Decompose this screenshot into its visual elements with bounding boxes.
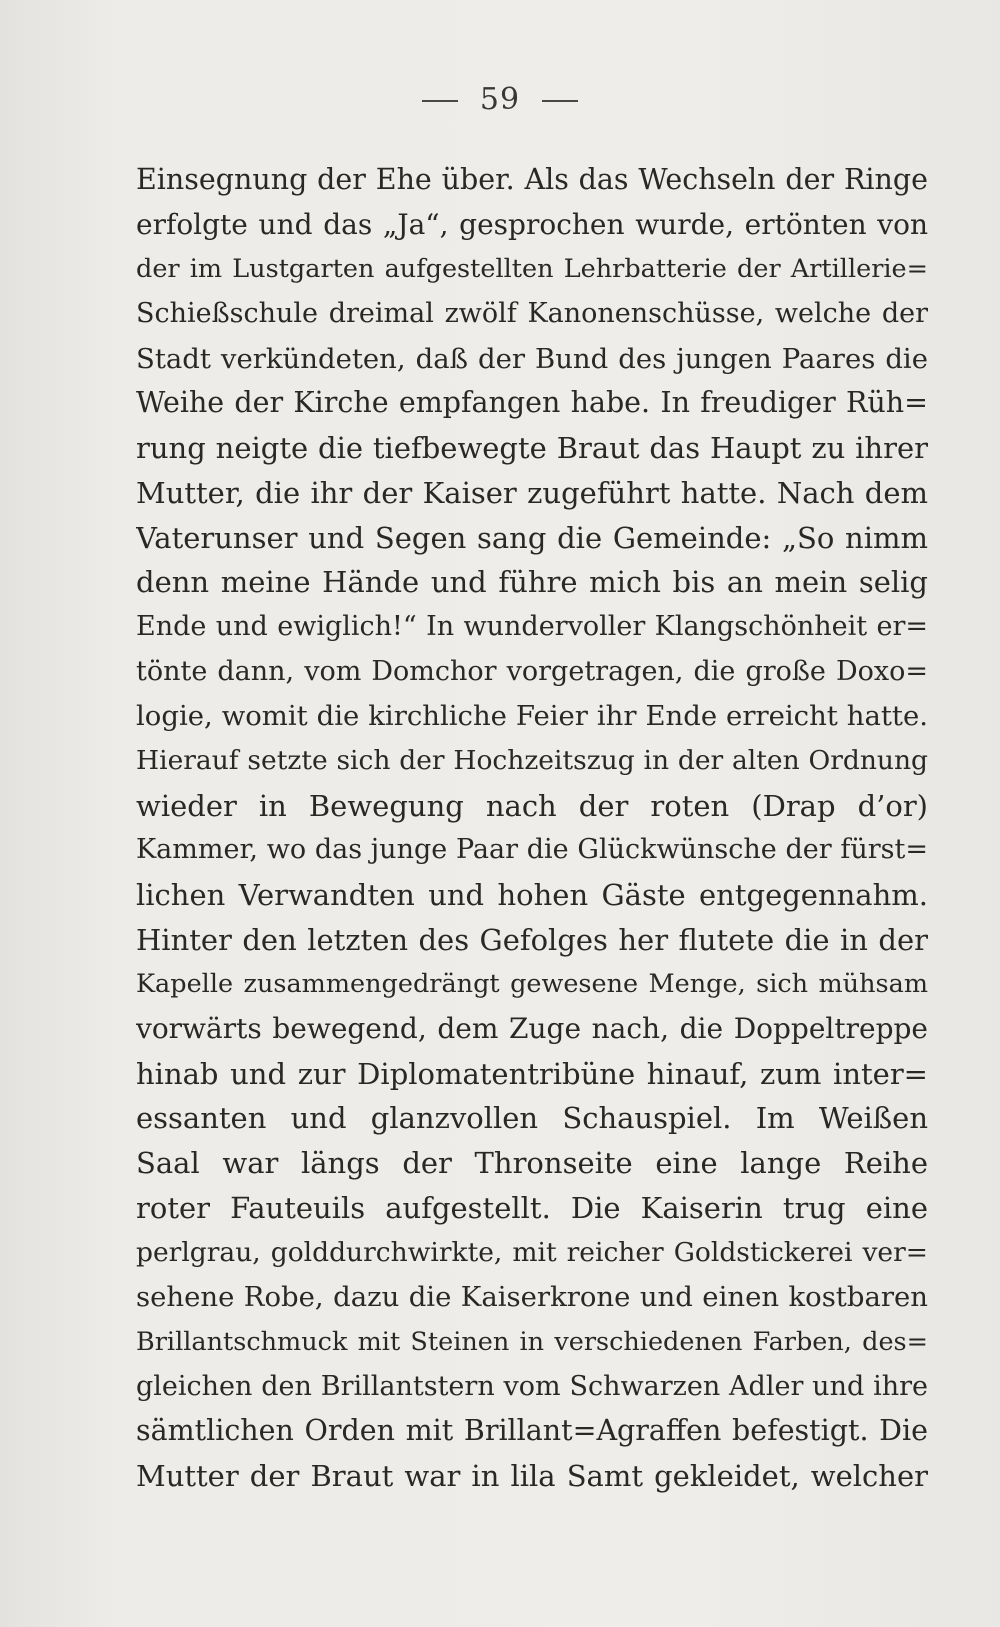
text-line: Kammer, wo das junge Paar die Glückwünsche der fürst= <box>136 834 928 866</box>
text-line: lichen Verwandten und hohen Gäste entgegennahm. <box>136 878 928 912</box>
text-line: Ende und ewiglich!“ In wundervoller Klangschönheit er= <box>136 610 928 642</box>
right-dash <box>542 100 578 102</box>
text-line: roter Fauteuils aufgestellt. Die Kaiserin trug eine <box>136 1190 928 1225</box>
text-line: erfolgte und das „Ja“, gesprochen wurde, ertönten von <box>136 207 928 241</box>
text-line: Schießschule dreimal zwölf Kanonenschüsse, welche der <box>136 298 928 330</box>
text-line: logie, womit die kirchliche Feier ihr Ende erreicht hatte. <box>136 700 928 733</box>
text-line: gleichen den Brillantstern vom Schwarzen Adler und ihre <box>136 1370 928 1402</box>
text-line: Mutter der Braut war in lila Samt gekleidet, welcher <box>136 1458 928 1493</box>
text-line: Einsegnung der Ehe über. Als das Wechseln der Ringe <box>136 163 928 196</box>
left-dash <box>422 100 458 102</box>
text-line: Hinter den letzten des Gefolges her flutete die in der <box>136 922 928 957</box>
text-line: Brillantschmuck mit Steinen in verschiedenen Farben, des= <box>136 1326 928 1357</box>
text-line: Vaterunser und Segen sang die Gemeinde: „So nimm <box>136 520 928 555</box>
text-line: sehene Robe, dazu die Kaiserkrone und einen kostbaren <box>136 1281 928 1314</box>
text-line: denn meine Hände und führe mich bis an mein selig <box>136 565 928 600</box>
text-line: vorwärts bewegend, dem Zuge nach, die Doppeltreppe <box>136 1012 928 1046</box>
text-line: Weihe der Kirche empfangen habe. In freudiger Rüh= <box>136 386 928 420</box>
text-line: Saal war längs der Thronseite eine lange Reihe <box>136 1146 928 1181</box>
text-line: Hierauf setzte sich der Hochzeitszug in der alten Ordnung <box>136 744 928 776</box>
text-line: Kapelle zusammengedrängt gewesene Menge, sich mühsam <box>136 969 928 1000</box>
text-line: tönte dann, vom Domchor vorgetragen, die große Doxo= <box>136 655 928 687</box>
page-number: 59 <box>479 82 521 117</box>
page-number-header <box>0 82 1000 117</box>
text-line: der im Lustgarten aufgestellten Lehrbatterie der Artillerie= <box>136 254 928 285</box>
text-line: perlgrau, golddurchwirkte, mit reicher Goldstickerei ver= <box>136 1236 928 1268</box>
text-line: wieder in Bewegung nach der roten (Drap d’or) <box>136 788 928 823</box>
text-line: Mutter, die ihr der Kaiser zugeführt hatte. Nach dem <box>136 475 928 510</box>
text-line: hinab und zur Diplomatentribüne hinauf, zum inter= <box>136 1056 928 1091</box>
body-text <box>136 158 928 1499</box>
text-line: rung neigte die tiefbewegte Braut das Haupt zu ihrer <box>136 431 928 466</box>
text-line: sämtlichen Orden mit Brillant=Agraffen befestigt. Die <box>136 1414 928 1448</box>
text-line: essanten und glanzvollen Schauspiel. Im Weißen <box>136 1101 928 1136</box>
text-line: Stadt verkündeten, daß der Bund des jungen Paares die <box>136 342 928 375</box>
